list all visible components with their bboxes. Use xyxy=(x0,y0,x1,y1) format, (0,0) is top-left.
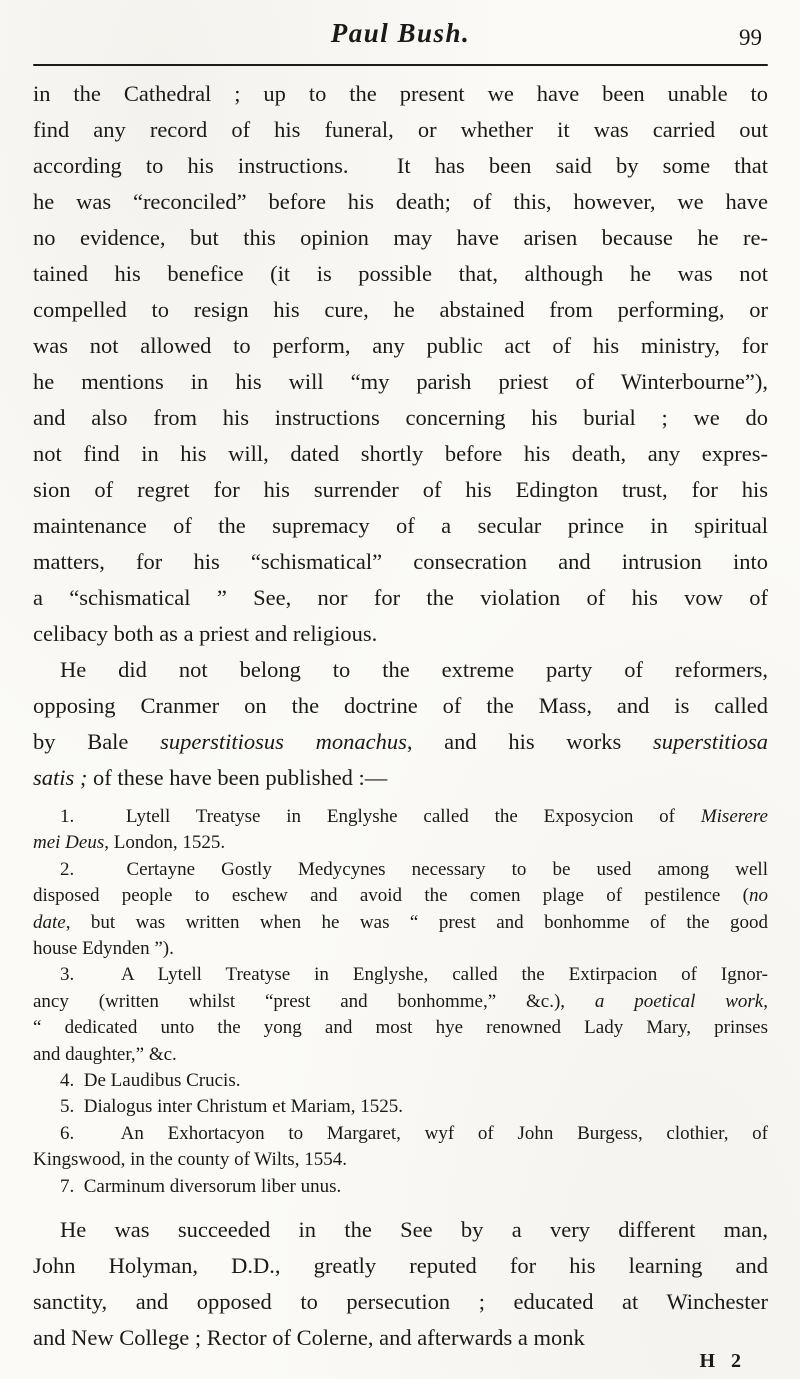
text-line xyxy=(33,1174,768,1200)
text-line xyxy=(33,989,768,1015)
text-segment: ancy (written whilst “prest and bonhomme,” &c.), xyxy=(33,990,595,1012)
text-line xyxy=(33,1248,768,1284)
text-line xyxy=(33,883,768,909)
text-segment: He was succeeded in the See by a very different man, xyxy=(60,1217,768,1243)
text-segment: 6. An Exhortacyon to Margaret, wyf of John Burgess, clothier, of xyxy=(60,1122,768,1144)
text-line xyxy=(33,936,768,962)
text-segment: 3. A Lytell Treatyse in Englyshe, called the Extirpacion of Ignor- xyxy=(60,964,768,986)
text-segment: matters, for his “schismatical” consecration and intrusion into xyxy=(33,549,768,574)
text-segment: 1. Lytell Treatyse in Englyshe called the Exposycion of xyxy=(60,806,701,827)
text-line xyxy=(33,292,768,328)
paragraph-3 xyxy=(33,1212,768,1356)
text-line xyxy=(33,184,768,220)
text-segment: “ dedicated unto the yong and most hye renowned Lady Mary, prinses xyxy=(33,1017,768,1039)
text-line xyxy=(33,580,768,616)
running-title: Paul Bush. xyxy=(330,18,471,48)
text-line xyxy=(33,508,768,544)
header-rule xyxy=(33,64,768,66)
text-line xyxy=(33,220,768,256)
text-line xyxy=(33,1068,768,1094)
text-segment: not find in his will, dated shortly before his death, any expres- xyxy=(33,441,768,466)
text-line xyxy=(33,328,768,364)
text-segment: maintenance of the supremacy of a secular prince in spiritual xyxy=(33,513,768,538)
text-line xyxy=(33,76,768,112)
text-segment: 5. Dialogus inter Christum et Mariam, 1525. xyxy=(60,1096,404,1118)
text-line xyxy=(33,616,768,652)
paragraph-2 xyxy=(33,652,768,796)
text-segment: of these have been published :— xyxy=(87,765,388,790)
text-segment: , but was written when he was “ prest and bonhomme of the good xyxy=(65,911,768,933)
text-segment: , and his works xyxy=(406,729,653,754)
italic-text-segment: date xyxy=(33,911,66,933)
text-line xyxy=(33,472,768,508)
text-segment: and also from his instructions concerning his burial ; we do xyxy=(33,405,768,430)
text-line xyxy=(33,910,768,936)
text-segment: according to his instructions. It has been said by some that xyxy=(33,153,768,178)
text-line xyxy=(33,112,768,148)
text-segment: John Holyman, D.D., greatly reputed for his learning and xyxy=(33,1253,768,1279)
text-line xyxy=(33,857,768,883)
text-line xyxy=(33,652,768,688)
text-segment: disposed people to eschew and avoid the comen plage of pestilence ( xyxy=(33,885,749,907)
text-segment: and daughter,” &c. xyxy=(33,1043,177,1065)
italic-text-segment: a poetical work xyxy=(594,990,764,1012)
text-segment: 2. Certayne Gostly Medycynes necessary to be used among well xyxy=(60,858,768,880)
text-line xyxy=(33,724,768,760)
text-segment: sanctity, and opposed to persecution ; educated at Winchester xyxy=(33,1289,768,1315)
text-line xyxy=(33,804,768,830)
italic-text-segment: superstitiosus monachus xyxy=(160,729,407,754)
text-segment: by Bale xyxy=(33,729,161,754)
text-line xyxy=(33,400,768,436)
text-segment: Kingswood, in the county of Wilts, 1554. xyxy=(33,1149,347,1171)
works-list xyxy=(33,804,768,1200)
text-line xyxy=(33,688,768,724)
text-line xyxy=(33,1094,768,1120)
text-segment: no evidence, but this opinion may have arisen because he re- xyxy=(33,225,768,250)
text-segment: was not allowed to perform, any public act of his ministry, for xyxy=(33,333,768,358)
text-segment: 4. De Laudibus Crucis. xyxy=(60,1070,241,1092)
text-line xyxy=(33,436,768,472)
italic-text-segment: superstitiosa xyxy=(652,729,769,754)
text-segment: he was “reconciled” before his death; of this, however, we have xyxy=(33,189,768,214)
text-segment: , xyxy=(763,990,768,1012)
page-body xyxy=(33,76,768,1356)
text-line xyxy=(33,1284,768,1320)
text-line xyxy=(33,1121,768,1147)
text-segment: compelled to resign his cure, he abstained from performing, or xyxy=(33,297,768,322)
text-segment: celibacy both as a priest and religious. xyxy=(33,621,378,646)
italic-text-segment: satis ; xyxy=(33,765,88,790)
text-segment: tained his benefice (it is possible that, although he was not xyxy=(33,261,768,286)
text-line xyxy=(33,1320,768,1356)
page-number: 99 xyxy=(739,25,762,50)
text-line xyxy=(33,256,768,292)
signature-mark: H 2 xyxy=(699,1350,742,1372)
text-line xyxy=(33,830,768,856)
text-segment: find any record of his funeral, or whether it was carried out xyxy=(33,117,768,142)
text-segment: a “schismatical ” See, nor for the violation of his vow of xyxy=(33,585,768,610)
text-segment: He did not belong to the extreme party of reformers, xyxy=(60,657,768,682)
text-segment: sion of regret for his surrender of his Edington trust, for his xyxy=(33,477,768,502)
text-segment: house Edynden ”). xyxy=(33,938,174,960)
text-line xyxy=(33,962,768,988)
text-segment: 7. Carminum diversorum liber unus. xyxy=(60,1175,342,1197)
text-segment: in the Cathedral ; up to the present we have been unable to xyxy=(33,81,768,106)
paragraph-1 xyxy=(33,76,768,652)
text-line xyxy=(33,1042,768,1068)
text-line xyxy=(33,148,768,184)
text-line xyxy=(33,760,768,796)
italic-text-segment: mei Deus xyxy=(33,832,105,854)
italic-text-segment: no xyxy=(749,885,768,907)
text-segment: he mentions in his will “my parish priest of Winterbourne”), xyxy=(33,369,768,394)
page-header xyxy=(33,14,768,64)
text-segment: opposing Cranmer on the doctrine of the Mass, and is called xyxy=(33,693,768,718)
text-line xyxy=(33,1015,768,1041)
text-line xyxy=(33,544,768,580)
text-segment: , London, 1525. xyxy=(104,832,226,854)
italic-text-segment: Miserere xyxy=(700,806,768,827)
text-segment: and New College ; Rector of Colerne, and afterwards a monk xyxy=(33,1325,585,1351)
text-line xyxy=(33,1212,768,1248)
text-line xyxy=(33,1147,768,1173)
text-line xyxy=(33,364,768,400)
